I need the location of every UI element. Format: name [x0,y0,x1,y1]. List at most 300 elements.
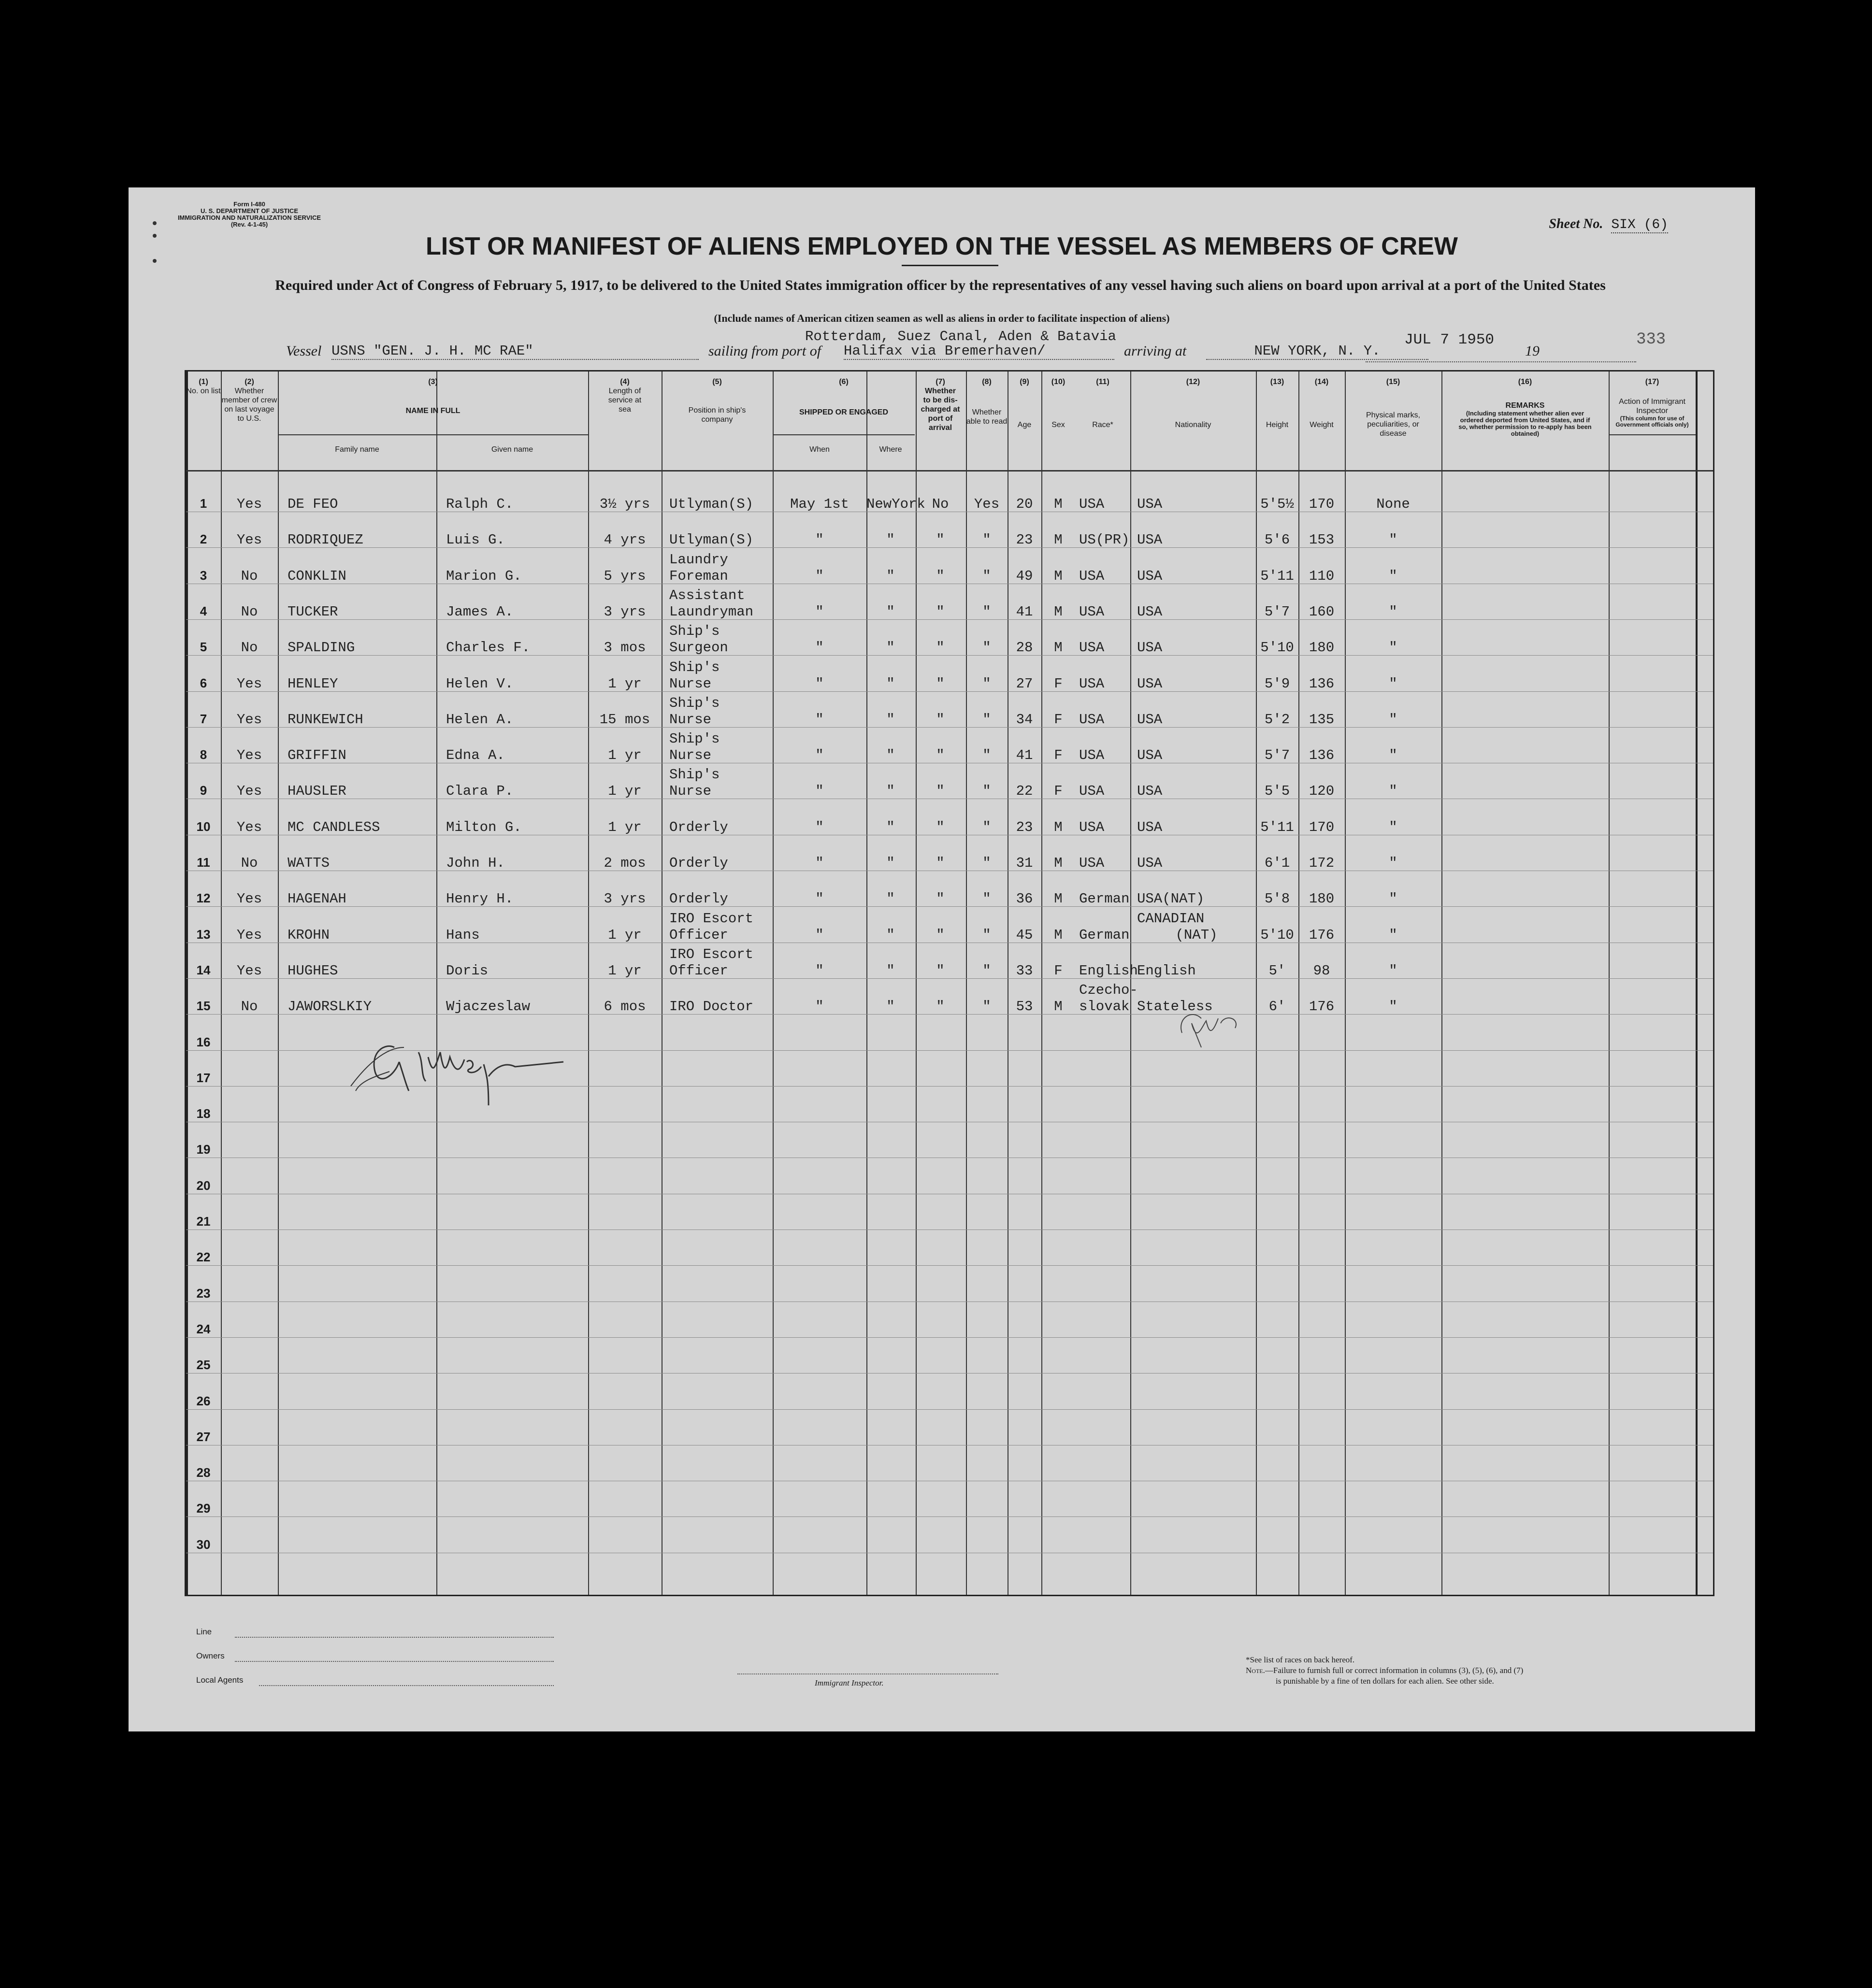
shipped-where: " [886,855,895,871]
position-line-2: Surgeon [669,640,728,656]
col2-label: Whether member of crew on last voyage to U.S. [221,387,277,423]
col14-label: Weight [1310,421,1334,429]
shipped-when: " [815,603,824,620]
sheet-number-value: SIX (6) [1611,217,1668,232]
service-length: 3 yrs [604,603,646,620]
crew-status: No [241,603,258,620]
row-rule [186,1516,1713,1517]
note-line-1 [1246,1666,1523,1675]
physical-marks: " [1389,747,1397,764]
service-length: 1 yr [608,927,642,943]
shipped-where: " [886,603,895,620]
discharge-status: " [936,532,945,548]
shipped-where: " [886,675,895,692]
crew-status: Yes [236,783,262,800]
weight: 153 [1309,532,1335,548]
discharge-status: " [936,819,945,835]
crew-status: Yes [236,711,262,728]
col5-num: (5) [712,378,722,386]
able-to-read: " [982,675,991,692]
nationality: USA [1137,711,1163,728]
age: 45 [1016,927,1033,943]
physical-marks: " [1389,819,1397,835]
col8-num: (8) [982,378,992,386]
col6-num: (6) [839,378,849,386]
able-to-read: " [982,891,991,907]
shipped-when: " [815,891,824,907]
weight: 180 [1309,891,1335,907]
position-line-2: Officer [669,962,728,979]
given-name: Helen A. [446,711,514,728]
service-length: 3 mos [604,640,646,656]
weight: 135 [1309,711,1335,728]
family-name: KROHN [288,927,330,943]
row-rule [186,1337,1713,1338]
crew-status: Yes [236,496,262,512]
sex: F [1054,962,1063,979]
given-name: Henry H. [446,891,514,907]
page-stamp: 333 [1636,330,1666,349]
sheet-number-label: Sheet No. [1549,216,1603,231]
able-to-read: Yes [974,496,1000,512]
sex: M [1054,999,1063,1015]
race: US(PR) [1079,532,1130,548]
nationality: USA [1137,496,1163,512]
given-name: Ralph C. [446,496,514,512]
row-number: 17 [196,1070,211,1085]
handwritten-mark [1172,999,1259,1052]
row-number: 11 [197,855,210,870]
position-line-1: Laundry [669,551,728,568]
physical-marks: " [1389,999,1397,1015]
height: 6' [1268,999,1286,1015]
col9-num: (9) [1020,378,1029,386]
sex: M [1054,568,1063,584]
row-number: 29 [196,1501,211,1516]
discharge-status: " [936,568,945,584]
sex: M [1054,603,1063,620]
crew-table [185,370,1714,1596]
able-to-read: " [982,855,991,871]
family-name: TUCKER [288,603,338,620]
able-to-read: " [982,962,991,979]
form-service: IMMIGRATION AND NATURALIZATION SERVICE [177,214,321,221]
given-name: John H. [446,855,505,871]
race: USA [1079,747,1105,764]
crew-status: Yes [236,819,262,835]
service-length: 1 yr [608,783,642,800]
weight: 98 [1313,962,1330,979]
service-length: 3 yrs [604,891,646,907]
discharge-status: " [936,783,945,800]
date-line [1366,361,1636,362]
physical-marks: " [1389,962,1397,979]
height: 5'10 [1260,640,1294,656]
col13-label: Height [1266,421,1289,429]
height: 5'11 [1260,819,1294,835]
able-to-read: " [982,999,991,1015]
weight: 170 [1309,496,1335,512]
weight: 176 [1309,927,1335,943]
sex: F [1054,783,1063,800]
col6-where-label: Where [879,445,902,454]
family-name: WATTS [288,855,330,871]
height: 5'11 [1260,568,1294,584]
given-name: James A. [446,603,514,620]
service-length: 1 yr [608,747,642,764]
shipped-where: " [886,962,895,979]
row-number: 5 [200,640,207,655]
family-name: DE FEO [288,496,338,512]
family-name: MC CANDLESS [288,819,380,835]
shipped-when: " [815,855,824,871]
row-rule [186,1409,1713,1410]
col17-note: (This column for use of Government officials only) [1615,415,1689,428]
age: 34 [1016,711,1033,728]
position-line-1: IRO Escort [669,946,754,962]
position-line-1: Assistant [669,587,745,603]
col17-label: Action of Immigrant Inspector [1619,398,1685,415]
col6-label: SHIPPED OR ENGAGED [799,408,889,416]
discharge-status: No [932,496,949,512]
col15-label: Physical marks, peculiarities, or disease [1366,411,1421,438]
given-name: Doris [446,962,489,979]
height: 5' [1268,962,1286,979]
height: 5'10 [1260,927,1294,943]
form-identifier [167,201,331,228]
race: USA [1079,855,1105,871]
position-line-2: Nurse [669,675,712,692]
given-name: Marion G. [446,568,522,584]
physical-marks: " [1389,640,1397,656]
vessel-label: Vessel [286,343,322,359]
physical-marks: None [1376,496,1410,512]
row-number: 14 [196,962,211,977]
col12-num: (12) [1186,378,1200,386]
col3-family-label: Family name [335,445,379,454]
row-number: 8 [200,747,207,762]
footer-line-blank [235,1637,554,1638]
arriving-label: arriving at [1124,343,1187,359]
shipped-when: " [815,927,824,943]
shipped-when: " [815,819,824,835]
discharge-status: " [936,999,945,1015]
shipped-where: " [886,568,895,584]
row-number: 3 [200,568,207,583]
service-length: 15 mos [599,711,650,728]
position-line-2: Laundryman [669,603,754,620]
shipped-when: May 1st [790,496,849,512]
shipped-where: " [886,891,895,907]
col1-num: (1) [199,378,208,386]
service-length: 5 yrs [604,568,646,584]
family-name: HUGHES [288,962,338,979]
form-number: Form I-480 [233,200,265,208]
col16-label: REMARKS [1505,401,1545,410]
position-line-1: IRO Escort [669,910,754,927]
height: 6'1 [1264,855,1290,871]
position-line-2: Utlyman(S) [669,496,754,512]
row-number: 25 [196,1358,211,1373]
position-line-1: Ship's [669,695,720,711]
nationality: USA [1137,819,1163,835]
row-number: 15 [196,999,211,1014]
col4-label: Length of service at sea [608,387,642,414]
crew-status: No [241,855,258,871]
sex: F [1054,747,1063,764]
row-number: 24 [196,1321,211,1336]
given-name: Luis G. [446,532,505,548]
weight: 160 [1309,603,1335,620]
include-note: (Include names of American citizen seamen as well as aliens in order to facilitate inspection of aliens) [714,312,1170,324]
service-length: 1 yr [608,962,642,979]
able-to-read: " [982,711,991,728]
col11-label: Race* [1092,421,1113,429]
given-name: Charles F. [446,640,531,656]
col12-label: Nationality [1175,421,1211,429]
handwritten-signature [322,989,573,1115]
shipped-when: " [815,783,824,800]
height: 5'7 [1264,747,1290,764]
service-length: 2 mos [604,855,646,871]
col1-label: No. on list [186,387,221,395]
row-number: 6 [200,675,207,690]
position-line-1: Ship's [669,731,720,747]
row-number: 27 [196,1429,211,1444]
race: USA [1079,496,1105,512]
vessel-name: USNS "GEN. J. H. MC RAE" [331,343,699,360]
shipped-where: " [886,711,895,728]
position-line-1: Ship's [669,767,720,783]
crew-status: No [241,568,258,584]
race: USA [1079,783,1105,800]
nationality: USA [1137,855,1163,871]
physical-marks: " [1389,783,1397,800]
given-name: Clara P. [446,783,514,800]
form-department: U. S. DEPARTMENT OF JUSTICE [201,207,298,215]
able-to-read: " [982,640,991,656]
age: 49 [1016,568,1033,584]
height: 5'8 [1264,891,1290,907]
row-number: 10 [196,819,211,834]
row-number: 9 [200,783,207,798]
able-to-read: " [982,603,991,620]
row-number: 19 [196,1142,211,1157]
race: USA [1079,568,1105,584]
shipped-where: " [886,819,895,835]
race: USA [1079,711,1105,728]
col16-note: (Including statement whether alien ever ordered deported from United States, and if so, whether permission to re-apply has been obtained) [1458,410,1592,437]
col14-num: (14) [1314,378,1329,386]
row-number: 26 [196,1393,211,1408]
nationality: USA [1137,532,1163,548]
height: 5'2 [1264,711,1290,728]
crew-status: Yes [236,927,262,943]
col15-num: (15) [1386,378,1400,386]
position-line-1: Ship's [669,623,720,640]
races-note: *See list of races on back hereof. [1246,1655,1355,1664]
physical-marks: " [1389,603,1397,620]
crew-status: Yes [236,532,262,548]
shipped-when: " [815,711,824,728]
age: 33 [1016,962,1033,979]
race: USA [1079,640,1105,656]
crew-status: Yes [236,891,262,907]
nationality: USA [1137,603,1163,620]
row-number: 21 [196,1214,211,1229]
age: 53 [1016,999,1033,1015]
nationality: CANADIAN [1137,910,1205,927]
race: English [1079,962,1138,979]
able-to-read: " [982,568,991,584]
discharge-status: " [936,855,945,871]
nationality: USA [1137,568,1163,584]
discharge-status: " [936,962,945,979]
footer-owners-blank [235,1661,554,1662]
physical-marks: " [1389,891,1397,907]
age: 20 [1016,496,1033,512]
family-name: SPALDING [288,640,355,656]
family-name: HAUSLER [288,783,346,800]
weight: 120 [1309,783,1335,800]
family-name: GRIFFIN [288,747,346,764]
col11-num: (11) [1096,378,1109,386]
position-line-2: IRO Doctor [669,999,754,1015]
physical-marks: " [1389,532,1397,548]
row-number: 23 [196,1286,211,1301]
family-name: HAGENAH [288,891,346,907]
nationality-line-2: (NAT) [1175,927,1218,943]
age: 28 [1016,640,1033,656]
sex: M [1054,532,1063,548]
position-line-2: Orderly [669,819,728,835]
crew-status: Yes [236,675,262,692]
arriving-port: NEW YORK, N. Y. [1206,343,1428,360]
col7-num: (7) [936,378,945,386]
able-to-read: " [982,783,991,800]
able-to-read: " [982,532,991,548]
manifest-sheet [129,187,1755,1731]
race: German [1079,891,1130,907]
family-name: RUNKEWICH [288,711,363,728]
col2-num: (2) [245,378,254,386]
title-rule [902,265,998,266]
requirement-text: Required under Act of Congress of February 5, 1917, to be delivered to the United States immigration officer by the representatives of any vessel having such aliens on board upon arrival at a port of the United States [275,277,1606,293]
col4-num: (4) [620,378,630,386]
discharge-status: " [936,747,945,764]
shipped-where: " [886,783,895,800]
given-name: Wjaczeslaw [446,999,531,1015]
sailing-label: sailing from port of [708,343,821,359]
family-name: RODRIQUEZ [288,532,363,548]
row-rule [186,1265,1713,1266]
nationality: USA [1137,675,1163,692]
shipped-when: " [815,675,824,692]
age: 41 [1016,603,1033,620]
col3-given-label: Given name [491,445,533,454]
col9-label: Age [1017,421,1032,429]
shipped-when: " [815,747,824,764]
col17-num: (17) [1645,378,1659,386]
position-line-2: Orderly [669,855,728,871]
shipped-where: " [886,927,895,943]
sex: M [1054,891,1063,907]
position-line-2: Utlyman(S) [669,532,754,548]
given-name: Helen V. [446,675,514,692]
row-number: 2 [200,532,207,547]
col3-label: NAME IN FULL [405,407,461,415]
shipped-when: " [815,568,824,584]
age: 23 [1016,532,1033,548]
able-to-read: " [982,747,991,764]
row-number: 4 [200,603,207,618]
age: 31 [1016,855,1033,871]
discharge-status: " [936,640,945,656]
note-label: Note. [1246,1666,1265,1675]
race: Czecho- [1079,982,1138,999]
race: German [1079,927,1130,943]
row-number: 13 [196,927,211,942]
nationality: USA(NAT) [1137,891,1205,907]
weight: 170 [1309,819,1335,835]
race: USA [1079,675,1105,692]
row-number: 12 [196,891,211,906]
row-number: 1 [200,496,207,511]
family-name: HENLEY [288,675,338,692]
sex: M [1054,819,1063,835]
col5-label: Position in ship's company [688,406,746,424]
able-to-read: " [982,819,991,835]
col8-label: Whether able to read [966,408,1008,426]
shipped-when: " [815,962,824,979]
given-name: Hans [446,927,480,943]
position-line-2: Officer [669,927,728,943]
sheet-number [1549,216,1668,232]
crew-status: Yes [236,747,262,764]
shipped-where: " [886,640,895,656]
discharge-status: " [936,891,945,907]
inspector-label: Immigrant Inspector. [815,1678,884,1688]
note-line-2: is punishable by a fine of ten dollars for each alien. See other side. [1276,1676,1494,1686]
weight: 172 [1309,855,1335,871]
physical-marks: " [1389,855,1397,871]
arrival-date: JUL 7 1950 [1404,331,1495,348]
row-number: 7 [200,711,207,726]
col10-label: Sex [1051,421,1065,429]
age: 36 [1016,891,1033,907]
race-line-2: slovak [1079,999,1130,1015]
weight: 176 [1309,999,1335,1015]
service-length: 3½ yrs [599,496,650,512]
height: 5'6 [1264,532,1290,548]
col10-num: (10) [1051,378,1066,386]
crew-status: No [241,999,258,1015]
sex: F [1054,711,1063,728]
weight: 180 [1309,640,1335,656]
race: USA [1079,819,1105,835]
position-line-2: Nurse [669,711,712,728]
shipped-when: " [815,999,824,1015]
discharge-status: " [936,603,945,620]
year-label: 19 [1525,343,1540,359]
age: 41 [1016,747,1033,764]
note-text: —Failure to furnish full or correct information in columns (3), (5), (6), and (7) [1265,1666,1524,1675]
shipped-where: " [886,532,895,548]
weight: 136 [1309,675,1335,692]
nationality: USA [1137,783,1163,800]
weight: 110 [1309,568,1335,584]
crew-status: Yes [236,962,262,979]
